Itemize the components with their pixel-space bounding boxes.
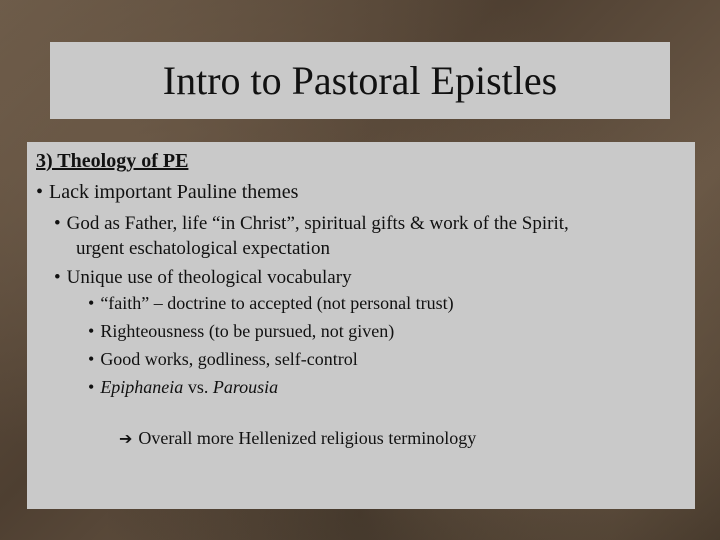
bullet-text: Righteousness (to be pursued, not given)	[100, 321, 395, 341]
term-parousia: Parousia	[212, 377, 279, 397]
bullet-text: Unique use of theological vocabulary	[66, 267, 352, 288]
slide-title: Intro to Pastoral Epistles	[162, 58, 558, 103]
bullet-icon: •	[88, 349, 95, 369]
bullet-text: Lack important Pauline themes	[49, 181, 299, 203]
bullet-text: Good works, godliness, self-control	[100, 349, 358, 369]
bullet-icon: •	[88, 377, 95, 397]
conclusion-line	[119, 428, 476, 449]
title-box	[50, 42, 670, 119]
connector-text: vs.	[183, 377, 213, 397]
bullet-level2-themes	[54, 213, 569, 260]
bullet-text: God as Father, life “in Christ”, spiritual gifts & work of the Spirit,	[66, 213, 569, 234]
bullet-level3-faith	[88, 293, 454, 314]
term-epiphaneia: Epiphaneia	[100, 377, 184, 397]
bullet-icon: •	[36, 181, 44, 203]
bullet-icon: •	[88, 321, 95, 341]
arrow-right-icon: ➔	[119, 431, 133, 448]
bullet-icon: •	[88, 293, 95, 313]
bullet-level3-good-works	[88, 349, 358, 370]
bullet-level1	[36, 181, 298, 204]
bullet-icon: •	[54, 213, 61, 234]
bullet-level3-righteousness	[88, 321, 394, 342]
bullet-text: “faith” – doctrine to accepted (not personal trust)	[100, 293, 454, 313]
bullet-icon: •	[54, 267, 61, 288]
section-heading: 3) Theology of PE	[36, 150, 189, 172]
bullet-level3-epiphaneia	[88, 377, 278, 398]
content-box	[27, 142, 695, 509]
conclusion-text: Overall more Hellenized religious terminology	[138, 428, 477, 448]
bullet-level2-vocabulary	[54, 267, 352, 289]
bullet-text-continuation: urgent eschatological expectation	[76, 238, 330, 259]
